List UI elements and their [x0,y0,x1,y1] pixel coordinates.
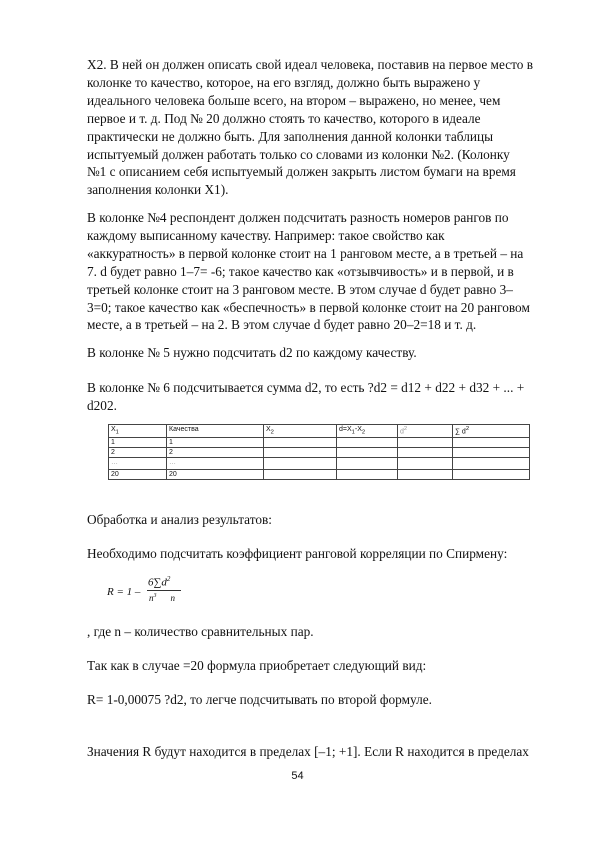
text-line: идеального человека больше всего, на втором – выражено, но менее, чем [87,92,501,108]
table-cell [337,470,398,480]
text-line: №1 с описанием себя испытуемый должен закрыть листом бумаги на время [87,164,516,180]
text-line: d202. [87,397,117,413]
text-line: колонке то качество, которое, на его взгляд, должно быть выражено у [87,74,481,90]
text-line: месте, а в третьей – на 2. В этом случае d будет равно 20–2=18 и т. д. [87,317,477,333]
header-qualities: Качества [167,425,264,438]
text-line: Значения R будут находится в пределах [–1; +1]. Если R находится в пределах [87,744,529,759]
table-header-row [109,425,530,438]
table-cell: … [109,458,167,470]
paragraph-column-5 [87,344,561,362]
formula-lhs: R = 1 – [107,586,141,598]
table-cell [398,448,453,458]
text-line: В колонке №4 респондент должен подсчитать разность номеров рангов по [87,210,509,225]
paragraph-n-definition [87,623,561,641]
table-cell [398,438,453,448]
table-cell [337,458,398,470]
table-cell: 20 [167,470,264,480]
text-line: практически не должно быть. Для заполнения данной колонки таблицы [87,128,494,144]
text-line: Так как в случае =20 формула приобретает следующий вид: [87,658,427,673]
header-x1: $X_1$ [109,425,167,438]
table-cell [264,448,337,458]
text-line: испытуемый должен работать только со словами из колонки №2. (Колонку [87,146,510,162]
header-d: $d=X_1-X_2$ [337,425,398,438]
paragraph-processing-heading [87,511,561,529]
text-line: 7. d будет равно 1–7= -6; такое качество как «отзывчивость» и в первой, и в [87,263,514,279]
text-line: В колонке № 6 подсчитывается сумма d2, то есть ?d2 = d12 + d22 + d32 + ... + [87,380,525,395]
text-line: R= 1-0,00075 ?d2, то легче подсчитывать по второй формуле. [87,692,432,707]
table-cell [337,438,398,448]
page-number: 54 [291,770,304,782]
table-cell [453,448,530,458]
paragraph-column-4 [87,209,561,334]
formula-denominator: $n^3$ n [149,593,175,603]
table-cell [264,470,337,480]
paragraph-spearman [87,545,561,563]
table-cell [453,438,530,448]
table-row [109,448,530,458]
text-line: , где n – количество сравнительных пар. [87,624,314,639]
text-line: третьей колонке стоит на 3 ранговом месте. В этом случае d будет равно 3– [87,281,513,297]
table-cell [264,438,337,448]
formula-numerator: $6\sum d^2$ [148,575,171,589]
table-cell: 1 [109,438,167,448]
table-cell [337,448,398,458]
text-line: В колонке № 5 нужно подсчитать d2 по каждому качеству. [87,345,417,360]
table-cell: 2 [167,448,264,458]
ranking-table [108,424,530,480]
header-x2: $X_2$ [264,425,337,438]
table-cell: 2 [109,448,167,458]
text-line: 3=0; такое качество как «беспечность» в первой колонке стоит на 20 ранговом [87,299,530,315]
table-cell: … [167,458,264,470]
text-line: «аккуратность» в первой колонке стоит на 1 ранговом месте, а в третьей – на [87,245,524,261]
text-line: Необходимо подсчитать коэффициент ранговой корреляции по Спирмену: [87,546,508,561]
table-cell [398,458,453,470]
table-cell [453,470,530,480]
table-row [109,470,530,480]
paragraph-column-6 [87,379,561,415]
table-row [109,438,530,448]
text-line: Обработка и анализ результатов: [87,512,272,527]
header-sum-d-squared: ∑ $d^2$ [453,425,530,438]
paragraph-r-range [87,743,561,761]
formula-fraction-bar [147,590,181,591]
table-cell [264,458,337,470]
table-cell [398,470,453,480]
table-row [109,458,530,470]
text-line: заполнения колонки X1). [87,182,229,198]
paragraph-formula-form [87,657,561,675]
paragraph-second-formula [87,691,561,709]
header-d-squared: $d^2$ [398,425,453,438]
text-line: первое и т. д. Под № 20 должно стоять то качество, которого в идеале [87,110,481,126]
text-line: X2. В ней он должен описать свой идеал человека, поставив на первое место в [87,57,533,72]
table-cell: 20 [109,470,167,480]
table-cell [453,458,530,470]
table-cell: 1 [167,438,264,448]
spearman-formula [107,573,197,613]
paragraph-ideal-description [87,56,561,199]
text-line: каждому выписанному качеству. Например: такое свойство как [87,227,445,243]
